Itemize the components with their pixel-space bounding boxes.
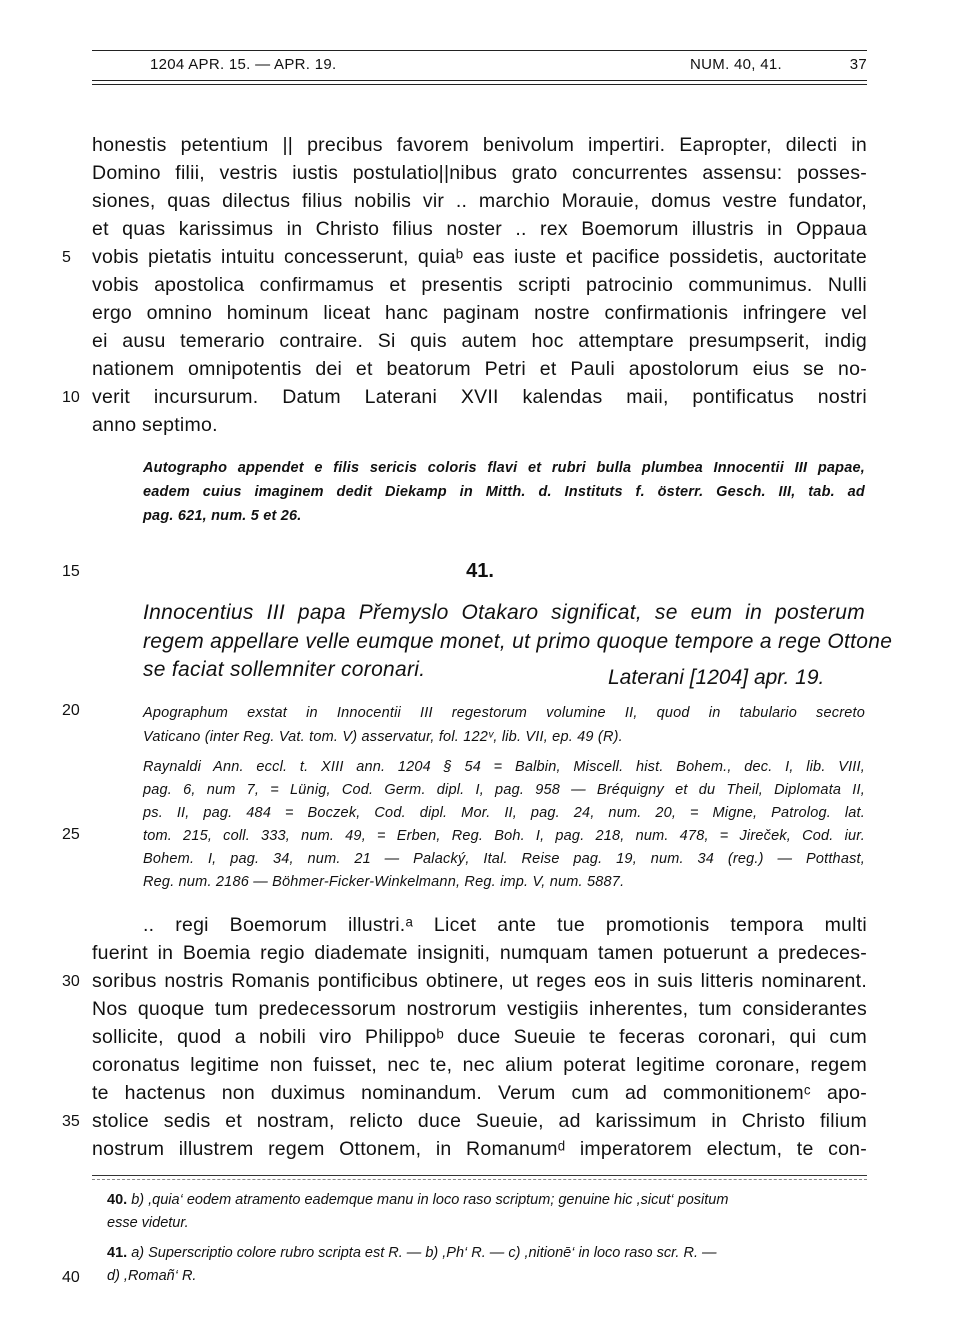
header-doc-numbers: NUM. 40, 41. [690, 56, 782, 73]
regest-line: regem appellare velle eumque monet, ut primo quoque tempore a rege Ottone [143, 630, 893, 653]
editions-note-line: ps. II, pag. 484 = Boczek, Cod. dipl. Mor. II, pag. 24, num. 20, = Migne, Patrolog. lat. [143, 805, 865, 821]
doc41-line: stolice sedis et nostram, relicto duce Sueuie, ad karissimum in Christo filium [92, 1110, 867, 1132]
doc40-line: Domino filii, vestris iustis postulatio||nibus grato concurrentes assensu: posses- [92, 162, 867, 184]
doc41-line: coronatus legitime non fuisset, nec te, nec alium poterat legitime coronare, regem [92, 1054, 867, 1076]
page-header [92, 56, 867, 80]
editions-note-line: Raynaldi Ann. eccl. t. XIII ann. 1204 § 54 = Balbin, Miscell. hist. Bohem., dec. I, lib. VIII, [143, 759, 865, 775]
footnote-41-number: 41. [107, 1245, 128, 1261]
footnote-rule [92, 1175, 867, 1176]
doc40-line: ei ausu temerario contraire. Si quis autem hoc attemptare presumpserit, indig [92, 330, 867, 352]
footnote-41-cont: d) ,Romañ‘ R. [107, 1268, 197, 1284]
regest-line: se faciat sollemniter coronari. [143, 658, 426, 681]
doc40-note-line: Autographo appendet e filis sericis coloris flavi et rubri bulla plumbea Innocentii III papae, [143, 460, 865, 476]
line-number: 5 [62, 249, 71, 266]
line-number: 25 [62, 826, 80, 843]
issue-date: Laterani [1204] apr. 19. [608, 666, 825, 689]
doc40-line: verit incursurum. Datum Laterani XVII kalendas maii, pontificatus nostri [92, 386, 867, 408]
editions-note-line: tom. 215, coll. 333, num. 49, = Erben, Reg. Boh. I, pag. 218, num. 478, = Jireček, Cod. iur. [143, 828, 865, 844]
line-number: 15 [62, 563, 80, 580]
doc40-line: ergo omnino hominum liceat hanc paginam nostre confirmationis infringere vel [92, 302, 867, 324]
footnote-rule-2 [92, 1179, 867, 1180]
doc41-line: nostrum illustrem regem Ottonem, in Romanumᵈ imperatorem electum, te con- [92, 1138, 867, 1160]
line-number: 30 [62, 973, 80, 990]
doc40-line: vobis apostolica confirmamus et presentis scripti patrocinio communimus. Nulli [92, 274, 867, 296]
header-top-rule [92, 50, 867, 51]
footnote-41 [107, 1245, 865, 1261]
doc40-line: anno septimo. [92, 414, 218, 436]
regest-line: Innocentius III papa Přemyslo Otakaro significat, se eum in posterum [143, 601, 865, 624]
doc41-line: soribus nostris Romanis pontificibus obtinere, ut reges eos in suis litteris nominarent. [92, 970, 867, 992]
editions-note-line: Reg. num. 2186 — Böhmer-Ficker-Winkelmann, Reg. imp. V, num. 5887. [143, 874, 625, 890]
footnote-40-number: 40. [107, 1192, 128, 1208]
editions-note-line: Bohem. I, pag. 34, num. 21 — Palacký, Ital. Reise pag. 19, num. 34 (reg.) — Potthast, [143, 851, 865, 867]
line-number: 10 [62, 389, 80, 406]
doc41-line: Nos quoque tum predecessorum nostrorum vestigiis inherentes, tum considerantes [92, 998, 867, 1020]
footnote-40 [107, 1192, 865, 1208]
doc40-line: nationem omnipotentis dei et beatorum Petri et Pauli apostolorum eius se no- [92, 358, 867, 380]
page-number: 37 [849, 56, 867, 73]
header-date-range: 1204 APR. 15. — APR. 19. [150, 56, 337, 73]
header-bottom-rule [92, 80, 867, 81]
footnote-40-text: b) ,quia‘ eodem atramento eademque manu in loco raso scriptum; genuine hic ,sicut‘ positum [131, 1192, 729, 1208]
doc40-line: vobis pietatis intuitu concesserunt, quiaᵇ eas iuste et pacifice possidetis, auctoritate [92, 246, 867, 268]
doc40-note-line: pag. 621, num. 5 et 26. [143, 508, 302, 524]
source-note-line: Apographum exstat in Innocentii III regestorum volumine II, quod in tabulario secreto [143, 705, 865, 721]
doc40-line: siones, quas dilectus filius nobilis vir .. marchio Morauie, domus vestre fundator, [92, 190, 867, 212]
doc41-line: .. regi Boemorum illustri.ᵃ Licet ante tue promotionis tempora multi [143, 914, 867, 936]
line-number: 20 [62, 702, 80, 719]
footnote-41-text: a) Superscriptio colore rubro scripta est R. — b) ,Ph‘ R. — c) ,nitionē‘ in loco raso scr. R. — [131, 1245, 717, 1261]
footnote-40-cont: esse videtur. [107, 1215, 189, 1231]
doc40-note-line: eadem cuius imaginem dedit Diekamp in Mitth. d. Instituts f. österr. Gesch. III, tab. ad [143, 484, 865, 500]
doc40-line: et quas karissimus in Christo filius noster .. rex Boemorum illustris in Oppaua [92, 218, 867, 240]
doc41-line: sollicite, quod a nobili viro Philippoᵇ duce Sueuie te feceras coronari, qui cum [92, 1026, 867, 1048]
line-number: 40 [62, 1269, 80, 1286]
doc40-line: honestis petentium || precibus favorem benivolum impertiri. Eapropter, dilecti in [92, 134, 867, 156]
doc-number: 41. [466, 560, 494, 582]
line-number: 35 [62, 1113, 80, 1130]
editions-note-line: pag. 6, num 7, = Lünig, Cod. Germ. dipl. I, pag. 958 — Bréquigny et du Theil, Diplomata II, [143, 782, 865, 798]
doc41-line: fuerint in Boemia regio diademate insigniti, numquam tamen potuerunt a predeces- [92, 942, 867, 964]
doc41-line: te hactenus non duximus nominandum. Verum cum ad commonitionemᶜ apo- [92, 1082, 867, 1104]
header-bottom-rule-2 [92, 84, 867, 85]
source-note-line: Vaticano (inter Reg. Vat. tom. V) asservatur, fol. 122ᵛ, lib. VII, ep. 49 (R). [143, 729, 623, 745]
